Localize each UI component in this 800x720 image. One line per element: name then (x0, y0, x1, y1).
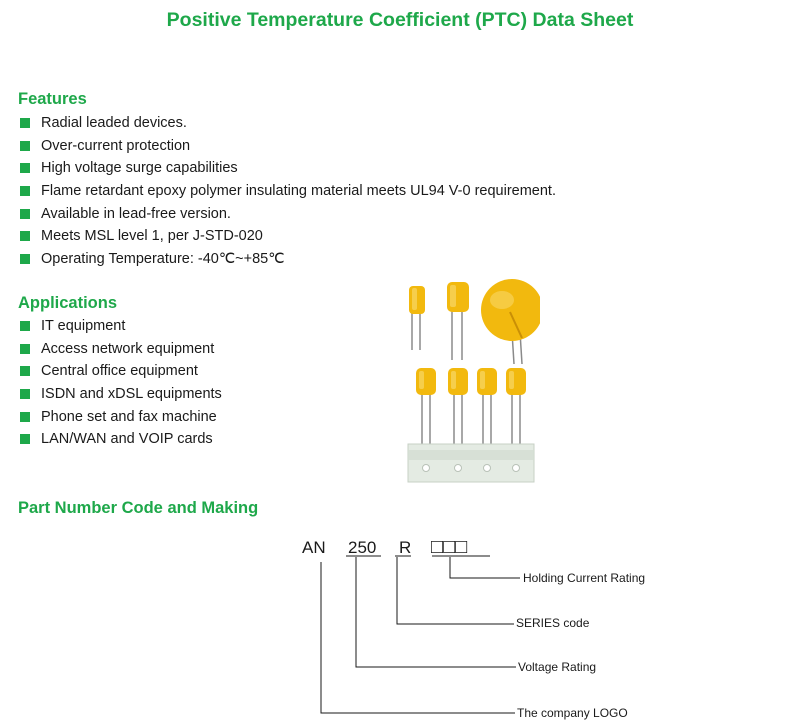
part-number-diagram (290, 520, 650, 720)
series-leader (397, 557, 514, 624)
list-item: Phone set and fax machine (20, 406, 222, 429)
bullet-square-icon (20, 366, 30, 376)
logo-label: The company LOGO (517, 706, 628, 720)
features-list (20, 112, 556, 271)
logo-leader (321, 562, 515, 713)
bullet-square-icon (20, 231, 30, 241)
list-item: ISDN and xDSL equipments (20, 383, 222, 406)
list-item: Access network equipment (20, 338, 222, 361)
carrier-tape (408, 444, 534, 482)
bullet-square-icon (20, 141, 30, 151)
list-item: Flame retardant epoxy polymer insulating material meets UL94 V-0 requirement. (20, 180, 556, 203)
bullet-square-icon (20, 344, 30, 354)
features-heading: Features (18, 90, 87, 108)
list-item: LAN/WAN and VOIP cards (20, 428, 222, 451)
code-series: R (399, 538, 412, 557)
bullet-square-icon (20, 209, 30, 219)
bullet-square-icon (20, 118, 30, 128)
list-item: Available in lead-free version. (20, 203, 556, 226)
list-item: Radial leaded devices. (20, 112, 556, 135)
voltage-leader (356, 557, 516, 667)
list-item: Over-current protection (20, 135, 556, 158)
part-number-heading: Part Number Code and Making (18, 499, 259, 517)
list-item: High voltage surge capabilities (20, 157, 556, 180)
applications-heading: Applications (18, 294, 118, 312)
list-item: Central office equipment (20, 360, 222, 383)
bullet-square-icon (20, 389, 30, 399)
bullet-square-icon (20, 254, 30, 264)
page-title: Positive Temperature Coefficient (PTC) Data Sheet (166, 9, 634, 31)
bullet-square-icon (20, 163, 30, 173)
bullet-square-icon (20, 321, 30, 331)
holding-current-label: Holding Current Rating (523, 571, 646, 585)
series-label: SERIES code (516, 616, 590, 630)
bullet-square-icon (20, 434, 30, 444)
bullet-square-icon (20, 412, 30, 422)
holding-current-leader (450, 557, 520, 578)
code-current-boxes: □□□ (431, 536, 468, 558)
list-item: Operating Temperature: -40℃~+85℃ (20, 248, 556, 271)
code-prefix: AN (302, 538, 326, 557)
voltage-label: Voltage Rating (518, 660, 597, 674)
ptc-components-photo (400, 272, 540, 492)
applications-list (20, 315, 222, 451)
disc-ptc-component (481, 279, 540, 341)
bullet-square-icon (20, 186, 30, 196)
list-item: IT equipment (20, 315, 222, 338)
code-voltage: 250 (348, 538, 377, 557)
list-item: Meets MSL level 1, per J-STD-020 (20, 225, 556, 248)
